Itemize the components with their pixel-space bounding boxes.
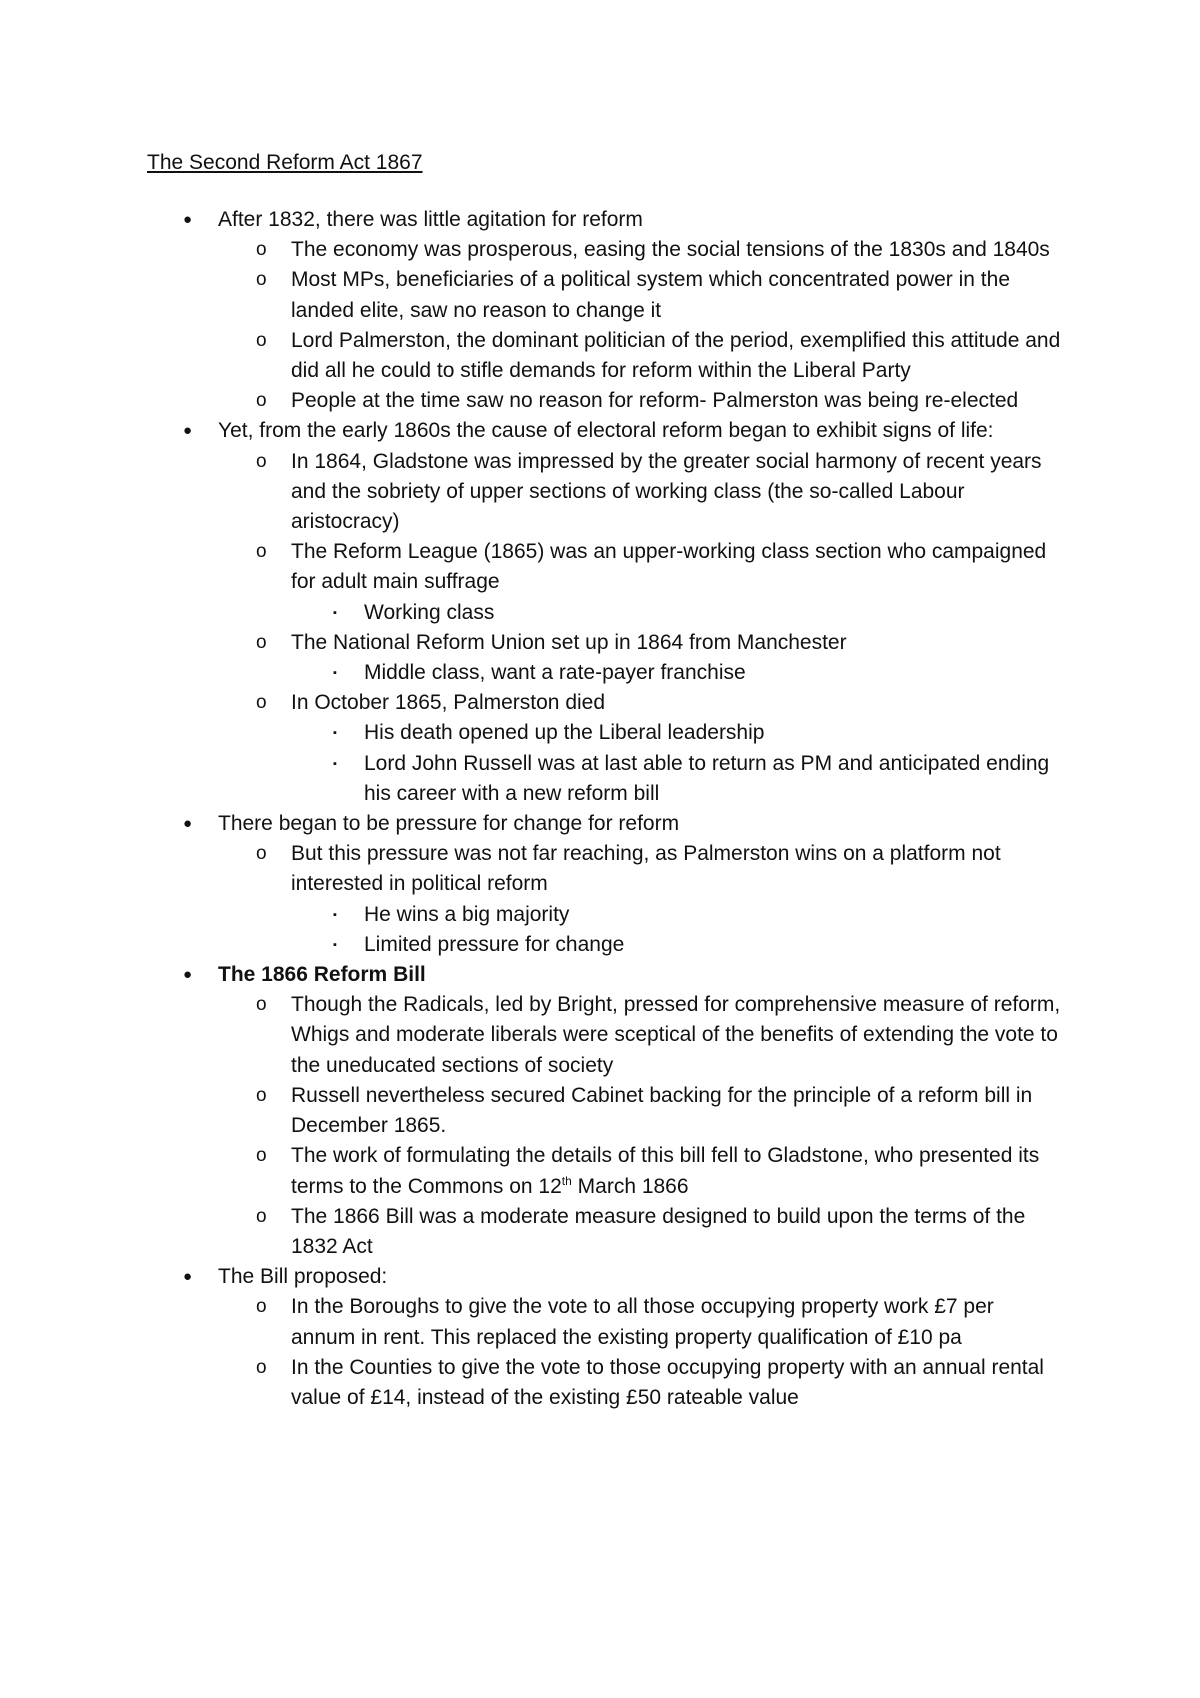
item-text: The National Reform Union set up in 1864 from Manchester [291, 630, 847, 654]
list-item [0, 1353, 1063, 1413]
section-heading: The 1866 Reform Bill [218, 963, 426, 987]
item-text: Working class [364, 600, 495, 624]
list-item [0, 326, 1063, 386]
notes-list [0, 205, 1200, 1413]
circle-bullet-icon: o [256, 329, 267, 351]
circle-bullet-icon: o [256, 541, 267, 563]
circle-bullet-icon: o [256, 390, 267, 412]
item-text: Lord John Russell was at last able to return as PM and anticipated ending his career with a new reform bill [364, 751, 1050, 805]
list-item [0, 1202, 1063, 1262]
item-text: The work of formulating the details of this bill fell to Gladstone, who presented its terms to the Commons on 12 [291, 1144, 1040, 1198]
list-item [0, 1292, 1063, 1352]
circle-bullet-icon: o [256, 631, 267, 653]
list-item [0, 537, 1063, 597]
list-item [0, 930, 1064, 960]
item-text: The economy was prosperous, easing the social tensions of the 1830s and 1840s [291, 238, 1050, 262]
bullet-icon: ● [183, 966, 193, 984]
ordinal-suffix: th [561, 1173, 572, 1188]
list-item [0, 1081, 1063, 1141]
circle-bullet-icon: o [256, 239, 267, 261]
circle-bullet-icon: o [256, 1205, 267, 1227]
circle-bullet-icon: o [256, 994, 267, 1016]
list-item [0, 990, 1063, 1081]
item-text: Yet, from the early 1860s the cause of electoral reform began to exhibit signs of life: [218, 419, 994, 443]
item-text: The 1866 Bill was a moderate measure designed to build upon the terms of the 1832 Act [291, 1204, 1026, 1258]
list-item [0, 416, 1058, 446]
item-text: Russell nevertheless secured Cabinet backing for the principle of a reform bill in December 1865. [291, 1083, 1033, 1138]
item-text: People at the time saw no reason for reform- Palmerston was being re-elected [291, 389, 1019, 413]
item-text: His death opened up the Liberal leadership [364, 721, 765, 745]
document-title: The Second Reform Act 1867 [147, 151, 423, 174]
item-text: After 1832, there was little agitation for reform [218, 208, 643, 231]
circle-bullet-icon: o [256, 692, 267, 714]
list-item [0, 598, 1064, 628]
list-item [0, 265, 1063, 325]
item-text: March 1866 [571, 1174, 689, 1198]
circle-bullet-icon: o [256, 1356, 267, 1378]
circle-bullet-icon: o [256, 1145, 267, 1167]
circle-bullet-icon: o [256, 843, 267, 865]
item-text: Most MPs, beneficiaries of a political system which concentrated power in the landed elite, saw no reason to change it [291, 268, 1010, 322]
list-item [0, 1141, 1063, 1201]
square-bullet-icon: ▪ [333, 727, 337, 740]
list-item [0, 205, 1058, 235]
circle-bullet-icon: o [256, 1296, 267, 1318]
item-text: Limited pressure for change [364, 932, 625, 956]
list-item [0, 628, 1063, 658]
list-item [0, 688, 1063, 718]
item-text: In the Counties to give the vote to those occupying property with an annual rental value of £14, instead of the existing £50 rateable value [291, 1355, 1044, 1409]
list-item [0, 900, 1064, 930]
square-bullet-icon: ▪ [333, 606, 337, 619]
item-text: There began to be pressure for change for reform [218, 812, 680, 836]
list-item [0, 809, 1058, 839]
item-text: Middle class, want a rate-payer franchise [364, 661, 746, 685]
bullet-icon: ● [183, 211, 193, 228]
square-bullet-icon: ▪ [333, 667, 337, 680]
bullet-icon: ● [183, 815, 193, 833]
circle-bullet-icon: o [256, 1084, 267, 1106]
bullet-icon: ● [183, 1268, 193, 1286]
circle-bullet-icon: o [256, 269, 267, 291]
square-bullet-icon: ▪ [333, 908, 337, 921]
list-item [0, 960, 1058, 990]
circle-bullet-icon: o [256, 450, 267, 472]
item-text: In October 1865, Palmerston died [291, 691, 606, 715]
list-item [0, 749, 1064, 809]
item-text: Though the Radicals, led by Bright, pressed for comprehensive measure of reform, Whigs and moderate liberals were sceptical of the benefits of extending the vote to the uneducated sections of society [291, 993, 1061, 1077]
list-item [0, 386, 1063, 416]
item-text: Lord Palmerston, the dominant politician of the period, exemplified this attitude and did all he could to stifle demands for reform within the Liberal Party [291, 328, 1061, 383]
item-text: The Reform League (1865) was an upper-working class section who campaigned for adult main suffrage [291, 540, 1047, 594]
list-item [0, 718, 1064, 748]
list-item [0, 658, 1064, 688]
list-item [0, 839, 1063, 899]
item-text: In the Boroughs to give the vote to all those occupying property work £7 per annum in rent. This replaced the existing property qualification of £10 pa [291, 1295, 994, 1349]
bullet-icon: ● [183, 422, 193, 440]
item-text: He wins a big majority [364, 902, 570, 926]
item-text: But this pressure was not far reaching, as Palmerston wins on a platform not interested in political reform [291, 842, 1001, 896]
list-item [0, 235, 1063, 265]
list-item [0, 447, 1063, 538]
item-text: The Bill proposed: [218, 1265, 388, 1289]
list-item [0, 1262, 1058, 1292]
square-bullet-icon: ▪ [333, 757, 337, 770]
square-bullet-icon: ▪ [333, 938, 337, 951]
item-text: In 1864, Gladstone was impressed by the greater social harmony of recent years and the sobriety of upper sections of working class (the so-called Labour aristocracy) [291, 449, 1042, 534]
